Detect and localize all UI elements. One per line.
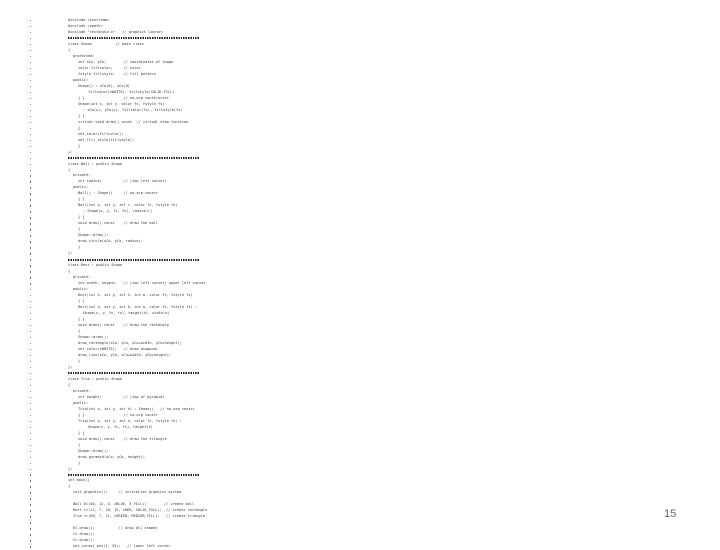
code-text: void draw() const // draw the ball xyxy=(78,221,159,226)
bullet-icon xyxy=(30,289,31,290)
code-text: fstyle fillstyle; // fill pattern xyxy=(78,71,156,76)
code-text: class Shape // base class xyxy=(68,41,144,46)
code-text: { xyxy=(68,382,71,387)
code-text: Ball(int x, int y, int r, color fc, fstyle fs) xyxy=(78,203,178,208)
bullet-icon xyxy=(30,277,31,278)
bullet-icon xyxy=(30,235,31,236)
bullet-icon xyxy=(30,56,31,57)
dash-rule xyxy=(68,259,199,261)
code-text: private: xyxy=(73,173,91,178)
code-text: { xyxy=(78,227,81,232)
code-text: { } // no-arg constructor xyxy=(78,95,169,100)
dash-rule xyxy=(68,474,199,476)
code-text: { } xyxy=(78,113,85,118)
bullet-icon xyxy=(30,451,31,452)
code-text: virtual void draw() const // virtual draw function xyxy=(78,119,189,124)
code-text: int width, height; // (top left corner) upper left corner xyxy=(78,281,206,286)
bullet-icon xyxy=(30,355,31,356)
bullet-icon xyxy=(30,331,31,332)
code-text: { } xyxy=(78,317,85,321)
bullet-icon xyxy=(30,427,31,428)
bullet-icon xyxy=(30,295,31,296)
code-text: : xCo(x), yCo(y), fillcolor(fc), fillstyle(fs) xyxy=(83,107,183,112)
code-text: Rect(int x, int y, int h, int w, color fc, fstyle fs) : xyxy=(78,305,197,310)
code-text: Tria(int x, int y, int h) : Shape() // no-arg constr xyxy=(78,406,195,411)
code-text: #include <iostream> xyxy=(68,18,110,22)
code-text: protected: xyxy=(73,53,95,58)
code-text: { xyxy=(68,269,71,274)
bullet-icon xyxy=(30,116,31,117)
bullet-icon xyxy=(30,241,31,242)
dash-rule xyxy=(68,372,199,374)
code-text: } xyxy=(78,358,81,363)
code-text: public: xyxy=(73,287,89,292)
bullet-icon xyxy=(30,265,31,266)
code-text: draw_rectangle(xCo, yCo, xCo+width, yCo+height); xyxy=(78,340,182,345)
bullet-icon xyxy=(30,164,31,165)
code-text: #include "rectangle.h" // graphics library xyxy=(68,29,164,34)
code-text: private: xyxy=(73,275,91,280)
bullet-icon xyxy=(30,480,31,481)
bullet-icon xyxy=(30,343,31,344)
bullet-icon xyxy=(30,439,31,440)
bullet-icon xyxy=(30,379,31,380)
code-text: void draw() const // draw the rectangle xyxy=(78,322,169,327)
code-text: { } // no-arg constr xyxy=(78,412,159,417)
bullet-icon xyxy=(30,498,31,499)
bullet-icon xyxy=(30,313,31,314)
code-text: Ball bl(40, 12, 5, cBLUE, X_FILL); // create ball xyxy=(73,502,195,507)
bullet-icon xyxy=(30,205,31,206)
bullet-icon xyxy=(30,146,31,147)
bullet-icon xyxy=(30,283,31,284)
bullet-icon xyxy=(30,68,31,69)
code-text: int main() xyxy=(68,478,90,483)
bullet-icon xyxy=(30,122,31,123)
code-text: set_color(cWHITE); // draw diagonal xyxy=(78,346,159,351)
bullet-icon xyxy=(30,44,31,45)
bullet-icon xyxy=(30,199,31,200)
bullet-icon xyxy=(30,128,31,129)
code-text: { } xyxy=(78,299,85,304)
code-text: color fillcolor; // color xyxy=(78,65,141,70)
code-text: set_cursor_pos(1, 25); // lower left corner xyxy=(73,544,171,549)
code-text: set_color(fillcolor); xyxy=(78,131,124,136)
bullet-icon xyxy=(30,229,31,230)
code-text: { } xyxy=(78,430,85,435)
bullet-icon xyxy=(30,409,31,410)
bullet-icon xyxy=(30,80,31,81)
code-text: }; xyxy=(68,149,73,154)
bullet-icon xyxy=(30,253,31,254)
code-text: : Shape(x, y, fc, fs), radius(r) xyxy=(83,209,153,214)
bullet-icon xyxy=(30,247,31,248)
bullet-icon xyxy=(30,319,31,320)
bullet-icon xyxy=(30,86,31,87)
bullet-icon xyxy=(30,271,31,272)
bullet-icon xyxy=(30,349,31,350)
bullet-icon xyxy=(30,546,31,547)
code-text: Shape::draw(); xyxy=(78,334,109,339)
bullet-icon xyxy=(30,433,31,434)
code-text: Shape(x, y, fc, fs), height(h), width(w) xyxy=(83,311,170,316)
code-text: class Ball : public Shape xyxy=(68,161,123,166)
code-text: }; xyxy=(68,251,73,256)
bullet-icon xyxy=(30,187,31,188)
code-text: Shape(int x, int y, color fc, fstyle fs) xyxy=(78,101,165,106)
code-text: { xyxy=(78,442,81,447)
code-text: draw_circle(xCo, yCo, radius); xyxy=(78,239,143,244)
bullet-icon xyxy=(30,301,31,302)
code-text: public: xyxy=(73,77,89,82)
bullet-icon xyxy=(30,373,31,374)
bullet-icon xyxy=(30,104,31,105)
code-text: Tria(int x, int y, int h, color fc, fstyle fs) : xyxy=(78,418,182,423)
bullet-icon xyxy=(30,385,31,386)
bullet-icon xyxy=(30,98,31,99)
bullet-icon xyxy=(30,367,31,368)
code-text: tr.draw(); xyxy=(73,538,95,543)
code-text: Shape() : xCo(0), yCo(0) xyxy=(78,83,130,88)
bullet-icon xyxy=(30,463,31,464)
code-text: fillcolor(cWHITE), fillstyle(SOLID_FILL) xyxy=(88,89,175,94)
code-text: Rect rc(12, 7, 10, 15, cRED, SOLID_FILL); // create rectangle xyxy=(73,508,208,513)
code-text: set_fill_style(fillstyle); xyxy=(78,137,135,142)
code-text: #include <cmath> xyxy=(68,23,103,28)
code-text: { xyxy=(68,167,71,172)
code-text: { xyxy=(68,484,71,489)
bullet-icon xyxy=(30,158,31,159)
code-text: { } xyxy=(78,197,85,202)
code-text: private: xyxy=(73,388,91,393)
code-text: { } xyxy=(78,215,85,220)
bullet-icon xyxy=(30,223,31,224)
code-text: draw_line(xCo, yCo, xCo+width, yCo+height); xyxy=(78,352,172,357)
bullet-icon xyxy=(30,26,31,27)
bullet-icon xyxy=(30,403,31,404)
code-text: } xyxy=(78,143,81,148)
bullet-icon xyxy=(30,325,31,326)
bullet-icon xyxy=(30,140,31,141)
bullet-icon xyxy=(30,211,31,212)
bullet-icon xyxy=(30,415,31,416)
code-text: }; xyxy=(68,364,73,369)
dash-rule xyxy=(68,157,199,159)
bullet-icon xyxy=(30,193,31,194)
bullet-icon xyxy=(30,391,31,392)
page-number: 15 xyxy=(664,508,677,520)
bullet-icon xyxy=(30,510,31,511)
bullet-icon xyxy=(30,421,31,422)
bullet-icon xyxy=(30,20,31,21)
code-text: Shape(x, y, fc, fs), height(h) xyxy=(88,424,153,429)
bullet-icon xyxy=(30,528,31,529)
bullet-icon xyxy=(30,540,31,541)
code-text: Ball() : Shape() // no-arg constr xyxy=(78,191,159,196)
code-text: { xyxy=(78,125,81,130)
code-text: rc.draw(); xyxy=(73,532,95,537)
bullet-icon xyxy=(30,50,31,51)
code-text: }; xyxy=(68,466,73,471)
code-text: } xyxy=(78,245,81,250)
bullet-icon xyxy=(30,522,31,523)
bullet-icon xyxy=(30,181,31,182)
code-text: public: xyxy=(73,400,89,405)
bullet-icon xyxy=(30,259,31,260)
code-text: public: xyxy=(73,185,89,190)
code-line xyxy=(30,543,550,550)
code-text: void draw() const // draw the triangle xyxy=(78,436,167,441)
bullet-icon xyxy=(30,307,31,308)
bullet-icon xyxy=(30,74,31,75)
code-text: int xCo, yCo; // coordinates of shape xyxy=(78,59,174,64)
bullet-icon xyxy=(30,504,31,505)
code-text: draw_pyramid(xCo, yCo, height); xyxy=(78,454,146,459)
bullet-icon xyxy=(30,134,31,135)
bullet-icon xyxy=(30,32,31,33)
bullet-icon xyxy=(30,457,31,458)
bullet-icon xyxy=(30,152,31,153)
code-text: class Tria : public Shape xyxy=(68,376,123,381)
bullet-icon xyxy=(30,175,31,176)
bullet-icon xyxy=(30,170,31,171)
bullet-icon xyxy=(30,110,31,111)
code-text: { xyxy=(78,328,81,333)
bullet-icon xyxy=(30,361,31,362)
bullet-icon xyxy=(30,217,31,218)
bullet-icon xyxy=(30,397,31,398)
dash-rule xyxy=(68,37,199,39)
code-text: int radius; // (top left corner) xyxy=(78,179,167,184)
code-text: Tria tr(60, 7, 11, cGREEN, MEDIUM_FILL); // create triangle xyxy=(73,514,205,519)
bullet-icon xyxy=(30,534,31,535)
code-text: } xyxy=(78,460,81,465)
bullet-icon xyxy=(30,38,31,39)
bullet-icon xyxy=(30,337,31,338)
bullet-icon xyxy=(30,492,31,493)
bullet-icon xyxy=(30,445,31,446)
code-text: int height; // (top of pyramid) xyxy=(78,394,165,399)
code-text: init_graphics(); // initialize graphics system xyxy=(73,490,182,495)
code-text: Shape::draw(); xyxy=(78,448,109,453)
code-text: bl.draw(); // draw all shapes xyxy=(73,526,158,531)
code-text: class Rect : public Shape xyxy=(68,263,123,268)
code-text: { xyxy=(68,47,71,52)
code-text: Shape::draw(); xyxy=(78,233,109,238)
bullet-icon xyxy=(30,516,31,517)
bullet-icon xyxy=(30,469,31,470)
bullet-icon xyxy=(30,486,31,487)
code-text: Rect(int x, int y, int h, int w, color fc, fstyle fs) xyxy=(78,293,193,298)
bullet-icon xyxy=(30,92,31,93)
bullet-icon xyxy=(30,62,31,63)
bullet-icon xyxy=(30,474,31,475)
